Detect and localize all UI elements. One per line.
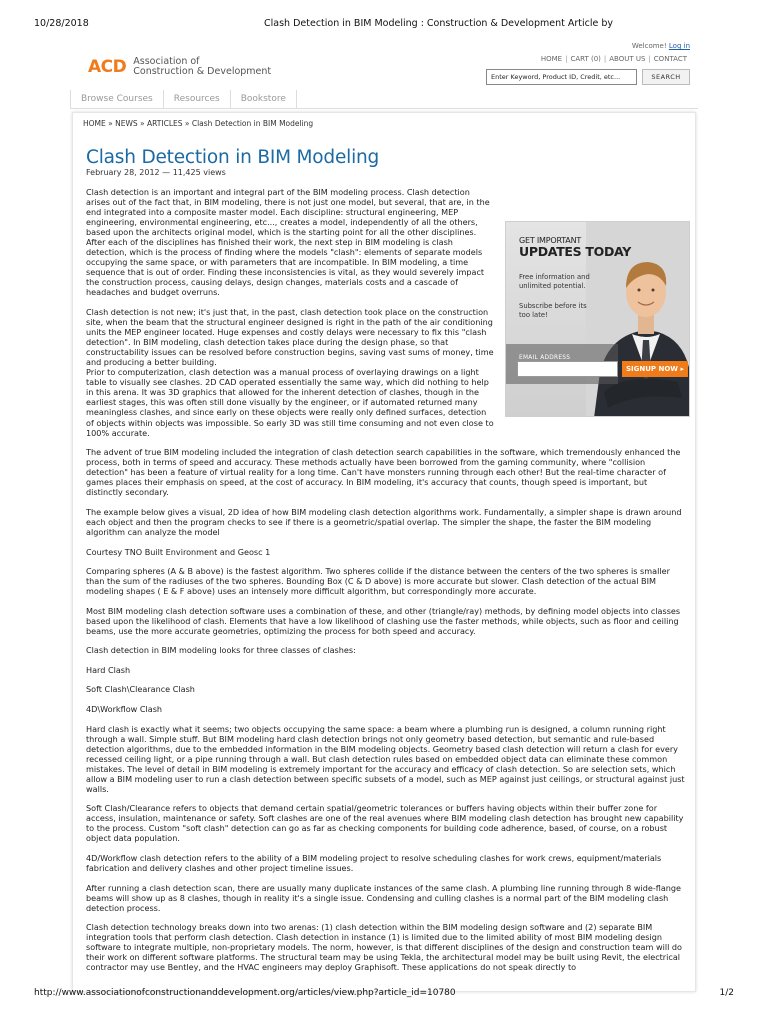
welcome-label: Welcome! <box>631 42 667 50</box>
paragraph: 4D/Workflow clash detection refers to the ability of a BIM modeling project to resolve scheduling clashes for work crews, equipment/materials fabrication and delivery clashes and other project timeline issues. <box>86 853 662 874</box>
nav-bookstore[interactable]: Bookstore <box>230 90 297 109</box>
search-input[interactable]: Enter Keyword, Product ID, Credit, etc... <box>486 69 637 85</box>
list-item: Hard Clash <box>86 664 131 675</box>
nav-about-link[interactable]: ABOUT US <box>609 55 646 63</box>
login-link[interactable]: Log in <box>668 42 690 50</box>
paragraph: Soft Clash/Clearance refers to objects that demand certain spatial/geometric tolerances or buffers having objects within their buffer zone for access, insulation, maintenance or safety. Soft clashes are one of the real avenues where BIM modeling clash detection has brought new capability to the process. Custom "soft clash" detection can go as far as checking components for building code adherence, based, of course, on a robust object data population. <box>86 803 684 844</box>
nav-cart-link[interactable]: CART (0) <box>570 55 601 63</box>
paragraph: The example below gives a visual, 2D idea of how BIM modeling clash detection algorithms work. Fundamentally, a simpler shape is drawn around each object and then the program checks to see if there is a geometric/spatial overlap. The simpler the shape, the faster the BIM modeling algorithm can analyze the model <box>86 506 682 537</box>
list-item: Soft Clash\Clearance Clash <box>86 684 195 695</box>
print-footer <box>34 988 734 1002</box>
site-logo[interactable] <box>88 52 271 82</box>
ad-headline: UPDATES TODAY <box>519 244 631 259</box>
ad-subtext-2: Subscribe before its too late! <box>519 302 587 319</box>
list-item: 4D\Workflow Clash <box>86 703 163 714</box>
subscribe-ad[interactable] <box>505 221 690 417</box>
email-input[interactable] <box>517 361 618 377</box>
welcome-text <box>538 42 690 50</box>
print-header <box>34 18 734 32</box>
page-title: Clash Detection in BIM Modeling <box>86 147 380 168</box>
article-meta: February 28, 2012 — 11,425 views <box>86 168 226 177</box>
paragraph: Prior to computerization, clash detection was a manual process of overlaying drawings on a light table to visually see clashes. 2D CAD operated essentially the same way, which did nothing to help in this arena. It was 3D graphics that allowed for the inherent detection of clashes, though in the earliest stages, this was often still done visually by the engineer, or if automated returned many meaningless clashes, and since early on these objects were really only defined surfaces, detection of objects within objects was impossible. So early 3D was still time consuming and not even close to 100% accurate. <box>86 367 494 438</box>
print-title: Clash Detection in BIM Modeling : Construction & Development Article by <box>264 18 613 29</box>
logo-line-2: Construction & Development <box>133 66 272 77</box>
nav-separator: | <box>565 55 568 63</box>
nav-separator: | <box>648 55 651 63</box>
paragraph: The advent of true BIM modeling included the integration of clash detection search capabilities in the software, which tremendously enhanced the process, both in terms of speed and accuracy. These methods actually have been borrowed from the gaming community, where "collision detection" has been a feature of virtual reality for a long time. Can't have monsters running through each other! But the real-time character of games places their emphasis on speed, at the cost of accuracy. In BIM modeling, it's accuracy that counts, though speed is important, but distinctly secondary. <box>86 447 681 498</box>
paragraph: Clash detection is not new; it's just that, in the past, clash detection took place on the construction site, when the beam that the structural engineer designed is right in the path of the air conditioning units the MEP engineer located. Huge expenses and costly delays were necessary to fix this "clash detection". In BIM modeling, clash detection takes place during the design phase, so that constructability issues can be resolved before construction begins, saving vast sums of money, time and producing a better building. <box>86 307 494 368</box>
nav-contact-link[interactable]: CONTACT <box>653 55 687 63</box>
signup-button[interactable]: SIGNUP NOW ▸ <box>622 361 688 377</box>
nav-separator: | <box>603 55 607 63</box>
paragraph: Hard clash is exactly what it seems; two objects occupying the same space: a beam where a plumbing run is designed, a column running right through a wall. Simple stuff. But BIM modeling hard clash detection brings not only geometry based detection, but semantic and rule-based detection algorithms, due to the embedded information in the BIM modeling objects. Geometry based clash detection will return a clash for every recessed ceiling light, or a pipe running through a wall. But clash detection rules based on embedded object data can eliminate these common mistakes. The level of detail in BIM modeling is extremely important for the accuracy and efficacy of clash detection. So are selection sets, which allow a BIM modeling user to run a clash detection between specific subsets of a model, such as MEP against just ceilings, or structural against just walls. <box>86 723 685 794</box>
main-nav <box>70 90 698 109</box>
article-container <box>72 112 696 992</box>
image-credit: Courtesy TNO Built Environment and Geosc 1 <box>86 546 271 557</box>
logo-line-1: Association of <box>133 56 200 67</box>
print-page-number: 1/2 <box>719 988 734 998</box>
print-url: http://www.associationofconstructionanddevelopment.org/articles/view.php?article_id=10780 <box>34 988 456 998</box>
print-date: 10/28/2018 <box>34 18 89 29</box>
paragraph: Most BIM modeling clash detection software uses a combination of these, and other (triangle/ray) methods, by defining model objects into classes based upon the likelihood of clash. Elements that have a low likelihood of clashing use the faster methods, while objects, such as floor and ceiling beams, use the more accurate geometries, optimizing the process for both speed and accuracy. <box>86 605 681 636</box>
paragraph: Comparing spheres (A & B above) is the fastest algorithm. Two spheres collide if the distance between the centers of the two spheres is smaller than the sum of the radiuses of the two spheres. Bounding Box (C & D above) is more accurate but slower. Clash detection of the actual BIM modeling shapes ( E & F above) uses an intensely more difficult algorithm, but correspondingly more accurate. <box>86 566 670 597</box>
top-nav <box>538 42 690 63</box>
top-nav-links <box>538 55 690 63</box>
paragraph: Clash detection technology breaks down into two arenas: (1) clash detection within the BIM modeling design software and (2) separate BIM integration tools that perform clash detection. Clash detection in instance (1) is limited due to the limited ability of most BIM modeling design software to integrate multiple, non-proprietary models. The norm, however, is that different disciplines of the design and construction team will do their work on different software platforms. The structural team may be using Tekla, the architectural model may be built using Revit, the electrical contractor may use Bentley, and the HVAC engineers may deploy Graphisoft. These applications do not speak directly to <box>86 922 682 973</box>
paragraph: Clash detection in BIM modeling looks for three classes of clashes: <box>86 645 356 656</box>
logo-text <box>133 57 271 77</box>
nav-browse-courses[interactable]: Browse Courses <box>70 90 163 109</box>
paragraph: After running a clash detection scan, there are usually many duplicate instances of the same clash. A plumbing line running through 8 wide-flange beams will show up as 8 clashes, though in reality it's a single issue. Condensing and culling clashes is a normal part of the BIM modeling clash detection process. <box>86 882 682 913</box>
nav-home-link[interactable]: HOME <box>540 55 563 63</box>
search-button[interactable]: SEARCH <box>642 69 690 85</box>
ad-headline-small: GET IMPORTANT <box>519 236 582 245</box>
search-bar <box>486 69 690 85</box>
email-label: EMAIL ADDRESS <box>519 355 571 361</box>
paragraph: Clash detection is an important and integral part of the BIM modeling process. Clash detection arises out of the fact that, in BIM modeling, there is not just one model, but several, that are, in the end integrated into a composite master model. Each discipline: structural engineering, MEP engineering, environmental engineering, etc..., creates a model, independently of all the others, based upon the architects original model, which is the starting point for all the other disciplines. After each of the disciplines has finished their work, the next step in BIM modeling is clash detection, which is the process of finding where the models "clash": elements of separate models occupying the same space, or with parameters that are incompatible. In BIM modeling, a time sequence that is out of order. Finding these inconsistencies is vital, as they would severely impact the construction process, causing delays, design changes, materials costs and a cascade of headaches and budget overruns. <box>86 187 490 298</box>
nav-resources[interactable]: Resources <box>163 90 230 109</box>
breadcrumb[interactable]: HOME » NEWS » ARTICLES » Clash Detection in BIM Modeling <box>83 119 314 128</box>
ad-subtext: Free information and unlimited potential. <box>519 273 590 290</box>
article-body <box>86 187 686 982</box>
logo-mark: ACD <box>88 57 127 77</box>
